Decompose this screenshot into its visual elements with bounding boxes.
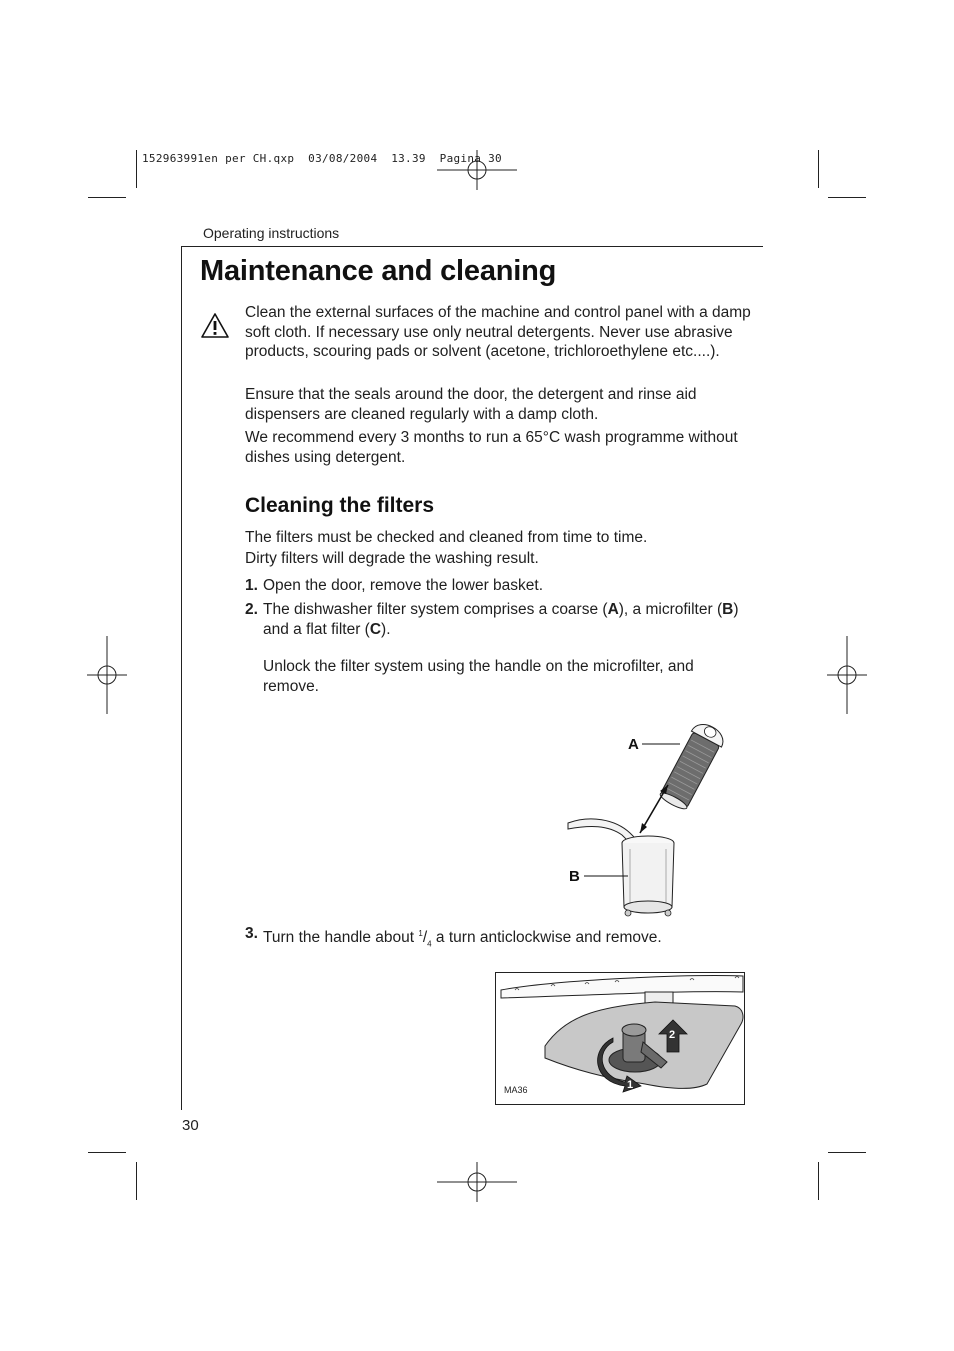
step-2	[245, 600, 765, 700]
step-1	[245, 576, 765, 596]
section-heading: Cleaning the filters	[245, 494, 435, 517]
crop-mark	[136, 150, 137, 188]
filters-intro-line-2: Dirty filters will degrade the washing result.	[245, 549, 539, 567]
fraction-numerator: 1	[418, 929, 423, 938]
page-title: Maintenance and cleaning	[200, 255, 557, 287]
intro-paragraph-3: We recommend every 3 months to run a 65°C wash programme without dishes using detergent.	[245, 429, 738, 466]
step-text: The dishwasher filter system comprises a coarse (A), a microfilter (B) and a flat filter (C).	[263, 601, 739, 638]
step-3	[245, 924, 765, 949]
figure-label-b: B	[569, 868, 580, 885]
filter-label-a: A	[607, 601, 619, 618]
arrow-label-1: 1	[627, 1079, 634, 1091]
page-number: 30	[182, 1117, 199, 1134]
filter-system-illustration	[560, 715, 760, 920]
arrow-label-2: 2	[669, 1029, 676, 1041]
registration-mark-right	[827, 636, 867, 714]
figure-code: MA36	[504, 1085, 528, 1095]
filters-intro	[245, 528, 755, 569]
filter-label-b: B	[722, 601, 734, 618]
crop-mark	[828, 1152, 866, 1153]
print-slug: 152963991en per CH.qxp 03/08/2004 13.39 Pagina 30	[142, 152, 502, 165]
crop-mark	[818, 1162, 819, 1200]
figure-label-a: A	[628, 736, 639, 753]
section-label: Operating instructions	[203, 225, 340, 241]
intro-paragraph-2: Ensure that the seals around the door, the detergent and rinse aid dispensers are cleaned regularly with a damp cloth.	[245, 386, 697, 423]
step-number: 3.	[245, 925, 258, 942]
step-text: Open the door, remove the lower basket.	[263, 577, 544, 594]
step-number: 2.	[245, 601, 258, 618]
intro-paragraph-1: Clean the external surfaces of the machine and control panel with a damp soft cloth. If necessary use only neutral detergents. Never use abrasive products, scouring pads or solvent (acetone, trichloroethylene etc....).	[245, 304, 751, 360]
filter-label-c: C	[369, 620, 382, 638]
fraction-denominator: 4	[427, 939, 432, 949]
step-number: 1.	[245, 577, 258, 594]
registration-mark-left	[87, 636, 127, 714]
margin-rule	[181, 246, 182, 1110]
crop-mark	[136, 1162, 137, 1200]
filters-intro-line-1: The filters must be checked and cleaned from time to time.	[245, 529, 648, 546]
warning-triangle-icon	[200, 312, 230, 339]
crop-mark	[88, 197, 126, 198]
crop-mark	[818, 150, 819, 188]
crop-mark	[88, 1152, 126, 1153]
turn-handle-illustration	[495, 972, 745, 1105]
step-text: Turn the handle about $^1/_4$ a turn anticlockwise and remove.	[263, 929, 662, 949]
header-rule	[182, 246, 763, 247]
step-text-continued: Unlock the filter system using the handle on the microfilter, and remove.	[263, 658, 694, 695]
crop-mark	[828, 197, 866, 198]
registration-mark-bottom	[437, 1162, 517, 1202]
